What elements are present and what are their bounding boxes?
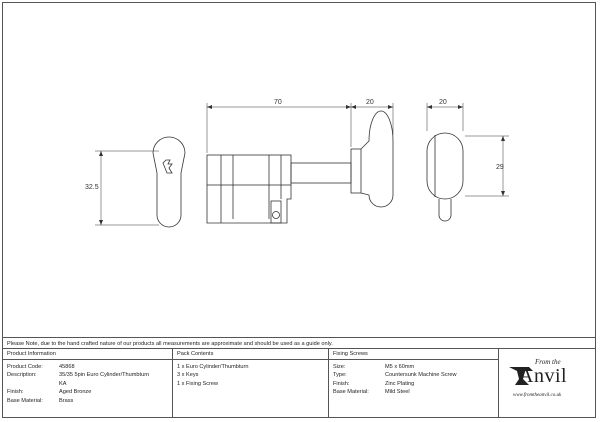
- drawing-sheet: [2, 2, 596, 418]
- info-row: Description: 35/35 5pin Euro Cylinder/Thumbturn: [7, 372, 150, 379]
- product-information-heading: Product Information: [3, 349, 172, 360]
- cylinder-profile-view: [153, 137, 185, 227]
- screw-row: Base Material: Mild Steel: [333, 389, 410, 396]
- pack-item: 3 x Keys: [177, 372, 199, 379]
- pack-contents-heading: Pack Contents: [173, 349, 328, 360]
- pack-contents-section: [173, 349, 329, 417]
- technical-drawing: [3, 3, 597, 333]
- logo-from-text: From the: [535, 358, 561, 366]
- logo-url-text: www.fromtheanvil.co.uk: [513, 393, 562, 398]
- screw-row: Type: Countersunk Machine Screw: [333, 372, 457, 379]
- logo-name-text: Anvil: [519, 365, 568, 387]
- info-row: Base Material: Brass: [7, 397, 74, 404]
- pack-item: 1 x Fixing Screw: [177, 380, 219, 387]
- disclaimer-note: Please Note, due to the hand crafted nature of our products all measurements are approximate and should be used as a guide only.: [3, 337, 595, 349]
- pack-item: 1 x Euro Cylinder/Thumbturn: [177, 364, 249, 370]
- thumbturn-end-view: [427, 133, 463, 221]
- profile-height-dimension: 32.5: [85, 184, 99, 191]
- screw-row: Finish: Zinc Plating: [333, 380, 415, 387]
- turn-width-dimension: 20: [439, 99, 447, 106]
- info-row: Finish: Aged Bronze: [7, 389, 92, 396]
- fixing-screws-section: [329, 349, 499, 417]
- info-row: KA: [59, 380, 67, 387]
- product-information-section: [3, 349, 173, 417]
- anvil-logo: [499, 349, 595, 417]
- turn-height-dimension: 29: [496, 164, 504, 171]
- turn-length-dimension: 20: [366, 99, 374, 106]
- info-table: [3, 349, 595, 417]
- screw-row: Size: M5 x 60mm: [333, 364, 415, 370]
- fixing-screws-heading: Fixing Screws: [329, 349, 498, 360]
- body-length-dimension: 70: [274, 99, 282, 106]
- cylinder-side-view: [207, 111, 393, 223]
- info-row: Product Code: 45868: [7, 364, 75, 370]
